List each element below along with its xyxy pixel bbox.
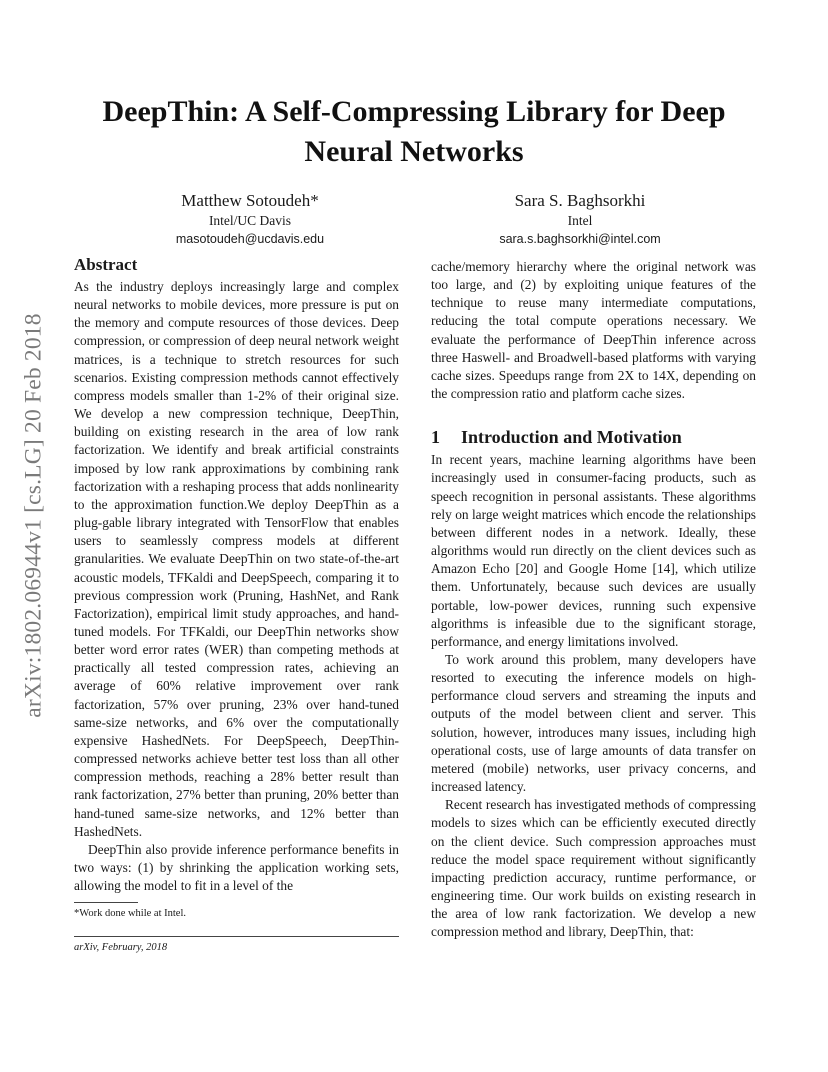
arxiv-id-text: arXiv:1802.06944v1 [cs.LG] 20 Feb 2018 [20,312,47,718]
right-column [431,258,756,941]
section-number: 1 [431,427,440,448]
abstract-heading: Abstract [74,255,138,274]
section-title: Introduction and Motivation [461,427,682,448]
author-name: Matthew Sotoudeh* [181,191,319,210]
author-affiliation: Intel [567,213,593,228]
author-block-1 [130,190,370,248]
author-name: Sara S. Baghsorkhi [514,191,646,210]
arxiv-side-stamp [6,265,62,765]
introduction-heading [431,425,756,449]
footnote: *Work done while at Intel. [74,908,186,919]
abstract-paragraph-continuation: cache/memory hierarchy where the original network was too large, and (2) by exploiting unique features of the technique to reuse many intermediate computations, reducing the total compute operations necessary. We evaluate the performance of DeepThin inference across three Haswell- and Broadwell-based platforms with varying cache sizes. Speedups range from 2X to 14X, depending on the compression ratio and platform cache sizes. [431,259,756,402]
author-block-2 [450,190,710,248]
abstract-paragraph: As the industry deploys increasingly large and complex neural networks to mobile devices, more pressure is put on the memory and compute resources of those devices. Deep compression, or compression of deep neural network weight matrices, is a technique to stretch resources for such scenarios. Existing compression methods cannot effectively compress models smaller than 1-2% of their original size. We develop a new compression technique, DeepThin, building on existing research in the area of low rank factorization. We identify and break artificial constraints imposed by low rank approximations by combining rank factorization with a reshaping process that adds nonlinearity to the approximation function.We deploy DeepThin as a plug-gable library integrated with TensorFlow that enables users to seamlessly compress models at different granularities. We evaluate DeepThin on two state-of-the-art acoustic models, TFKaldi and DeepSpeech, comparing it to previous compression work (Pruning, HashNet, and Rank Factorization), empirical limit study approaches, and hand-tuned models. For TFKaldi, our DeepThin networks show better word error rates (WER) than competing methods at practically all tested compression rates, achieving an average of 60% relative improvement over rank factorization, 57% over pruning, 23% over hand-tuned same-size networks, and 6% over the computationally expensive HashedNets. For DeepSpeech, DeepThin-compressed networks achieve better test loss than all other compression methods, reaching a 28% better result than rank factorization, 27% better than pruning, 20% better than hand-tuned same-size networks, and 12% better than HashedNets. [74,279,399,839]
abstract-paragraph-continued: DeepThin also provide inference performance benefits in two ways: (1) by shrinking the application working sets, allowing the model to fit in a level of the [74,841,399,894]
venue-line: arXiv, February, 2018 [74,942,168,953]
author-email: masotoudeh@ucdavis.edu [175,232,325,246]
venue-rule [74,936,399,937]
intro-paragraph: In recent years, machine learning algorithms have been increasingly used in consumer-facing products, such as speech recognition in personal assistants. These algorithms rely on large weight matrices which encode the relationships between different nodes in a network. Ideally, these algorithms would run directly on the client devices such as Amazon Echo [20] and Google Home [14], which utilize them. Unfortunately, because such devices are usually portable, low-power devices, running such expensive algorithms is infeasible due to the significant storage, performance, and energy limitations involved. [431,452,756,649]
author-email: sara.s.baghsorkhi@intel.com [499,232,661,246]
intro-paragraph: To work around this problem, many developers have resorted to executing the inference models on high-performance cloud servers and streaming the inputs and outputs of the model between client and server. This solution, however, introduces many issues, including high operational costs, use of large amounts of data transfer on metered (mobile) networks, user privacy concerns, and increased latency. [431,651,756,795]
intro-paragraph: Recent research has investigated methods of compressing models to sizes which can be efficiently executed directly on the client device. Such compression approaches must reduce the model space requirement without significantly impacting prediction accuracy, runtime performance, or engineering time. Our work builds on existing research in the area of low rank factorization. We develop a new compression method and library, DeepThin, that: [431,797,756,940]
left-column [74,254,399,895]
footnote-rule [74,902,138,903]
paper-title: DeepThin: A Self-Compressing Library for Deep Neural Networks [102,95,726,168]
author-affiliation: Intel/UC Davis [208,213,292,228]
